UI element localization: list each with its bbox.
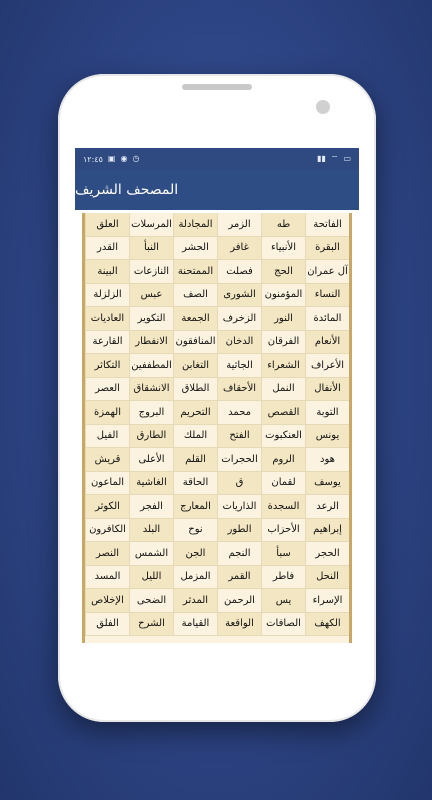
surah-cell[interactable]: نوح — [173, 519, 217, 543]
status-left — [83, 155, 139, 164]
surah-cell[interactable]: العنكبوت — [261, 425, 305, 449]
surah-cell[interactable]: إبراهيم — [305, 519, 349, 543]
surah-cell[interactable]: البلد — [129, 519, 173, 543]
surah-cell[interactable]: الرعد — [305, 495, 349, 519]
surah-cell[interactable]: الروم — [261, 448, 305, 472]
surah-cell[interactable]: الأنعام — [305, 331, 349, 355]
app-screen — [75, 148, 359, 650]
surah-cell[interactable]: البروج — [129, 401, 173, 425]
surah-cell[interactable]: البقرة — [305, 237, 349, 261]
surah-cell[interactable]: النمل — [261, 378, 305, 402]
surah-cell[interactable]: التغابن — [173, 354, 217, 378]
surah-cell[interactable]: المجادلة — [173, 213, 217, 237]
surah-cell[interactable]: الجن — [173, 542, 217, 566]
surah-cell[interactable]: الانفطار — [129, 331, 173, 355]
surah-cell[interactable]: الصف — [173, 284, 217, 308]
surah-cell[interactable]: الضحى — [129, 589, 173, 613]
status-time: ١٢:٤٥ — [83, 154, 103, 164]
surah-cell[interactable]: القارعة — [85, 331, 129, 355]
surah-cell[interactable]: المطففين — [129, 354, 173, 378]
surah-cell[interactable]: الإخلاص — [85, 589, 129, 613]
surah-cell[interactable]: الليل — [129, 566, 173, 590]
surah-cell[interactable]: فصلت — [217, 260, 261, 284]
surah-cell[interactable]: الفتح — [217, 425, 261, 449]
surah-cell[interactable]: الفلق — [85, 613, 129, 637]
surah-cell[interactable]: الفاتحة — [305, 213, 349, 237]
surah-grid — [85, 213, 349, 636]
surah-cell[interactable]: الحشر — [173, 237, 217, 261]
app-title: المصحف الشريف — [75, 182, 179, 198]
surah-cell[interactable]: الشعراء — [261, 354, 305, 378]
surah-cell[interactable]: الحجر — [305, 542, 349, 566]
status-bar — [75, 148, 359, 170]
app-bar — [75, 170, 359, 210]
surah-cell[interactable]: التكوير — [129, 307, 173, 331]
surah-cell[interactable]: الكوثر — [85, 495, 129, 519]
alarm-icon: ◷ — [132, 154, 140, 163]
surah-cell[interactable]: البينة — [85, 260, 129, 284]
surah-cell[interactable]: الذاريات — [217, 495, 261, 519]
surah-cell[interactable]: التكاثر — [85, 354, 129, 378]
surah-cell[interactable]: الأعراف — [305, 354, 349, 378]
surah-cell[interactable]: الملك — [173, 425, 217, 449]
surah-cell[interactable]: القدر — [85, 237, 129, 261]
surah-cell[interactable]: طه — [261, 213, 305, 237]
surah-cell[interactable]: النور — [261, 307, 305, 331]
surah-cell[interactable]: الشمس — [129, 542, 173, 566]
camera-icon — [316, 100, 330, 114]
surah-cell[interactable]: المسد — [85, 566, 129, 590]
surah-cell[interactable]: الحاقة — [173, 472, 217, 496]
surah-cell[interactable]: الزمر — [217, 213, 261, 237]
surah-cell[interactable]: الانشقاق — [129, 378, 173, 402]
surah-cell[interactable]: العاديات — [85, 307, 129, 331]
surah-cell[interactable]: غافر — [217, 237, 261, 261]
surah-cell[interactable]: الفرقان — [261, 331, 305, 355]
surah-cell[interactable]: الشورى — [217, 284, 261, 308]
surah-cell[interactable]: النبأ — [129, 237, 173, 261]
surah-cell[interactable]: النحل — [305, 566, 349, 590]
surah-cell[interactable]: العلق — [85, 213, 129, 237]
surah-cell[interactable]: ق — [217, 472, 261, 496]
surah-cell[interactable]: النازعات — [129, 260, 173, 284]
surah-cell[interactable]: الصافات — [261, 613, 305, 637]
battery-icon: ▭ — [343, 154, 351, 163]
surah-cell[interactable]: القمر — [217, 566, 261, 590]
surah-cell[interactable]: النساء — [305, 284, 349, 308]
surah-cell[interactable]: الشرح — [129, 613, 173, 637]
surah-cell[interactable]: الغاشية — [129, 472, 173, 496]
surah-cell[interactable]: المرسلات — [129, 213, 173, 237]
notification-icon: ▣ — [107, 154, 116, 163]
surah-cell[interactable]: الزخرف — [217, 307, 261, 331]
surah-cell[interactable]: هود — [305, 448, 349, 472]
surah-cell[interactable]: الفجر — [129, 495, 173, 519]
surah-cell[interactable]: الأنفال — [305, 378, 349, 402]
surah-cell[interactable]: الأعلى — [129, 448, 173, 472]
surah-cell[interactable]: المزمل — [173, 566, 217, 590]
wifi-icon: ⌔ — [330, 154, 339, 163]
surah-cell[interactable]: المائدة — [305, 307, 349, 331]
surah-index — [82, 213, 352, 643]
surah-cell[interactable]: آل عمران — [305, 260, 349, 284]
surah-cell[interactable]: الرحمن — [217, 589, 261, 613]
signal-icon: ▮▮ — [317, 154, 326, 163]
surah-cell[interactable]: التحريم — [173, 401, 217, 425]
status-right — [317, 155, 351, 163]
surah-cell[interactable]: الهمزة — [85, 401, 129, 425]
surah-cell[interactable]: الإسراء — [305, 589, 349, 613]
surah-cell[interactable]: الأنبياء — [261, 237, 305, 261]
surah-cell[interactable]: الحج — [261, 260, 305, 284]
surah-cell[interactable]: لقمان — [261, 472, 305, 496]
surah-cell[interactable]: الفيل — [85, 425, 129, 449]
surah-cell[interactable]: العصر — [85, 378, 129, 402]
speaker-grille — [182, 84, 252, 90]
surah-cell[interactable]: الطارق — [129, 425, 173, 449]
surah-cell[interactable]: الجاثية — [217, 354, 261, 378]
surah-cell[interactable]: الماعون — [85, 472, 129, 496]
surah-cell[interactable]: الممتحنة — [173, 260, 217, 284]
location-icon: ◉ — [120, 154, 128, 163]
surah-cell[interactable]: يوسف — [305, 472, 349, 496]
surah-cell[interactable]: النجم — [217, 542, 261, 566]
surah-cell[interactable]: يس — [261, 589, 305, 613]
surah-cell[interactable]: الأحقاف — [217, 378, 261, 402]
surah-cell[interactable]: المنافقون — [173, 331, 217, 355]
surah-cell[interactable]: الزلزلة — [85, 284, 129, 308]
surah-cell[interactable]: الواقعة — [217, 613, 261, 637]
surah-cell[interactable]: قريش — [85, 448, 129, 472]
surah-cell[interactable]: الكهف — [305, 613, 349, 637]
surah-cell[interactable]: الجمعة — [173, 307, 217, 331]
surah-cell[interactable]: الحجرات — [217, 448, 261, 472]
surah-cell[interactable]: التوبة — [305, 401, 349, 425]
surah-cell[interactable]: فاطر — [261, 566, 305, 590]
surah-cell[interactable]: الطور — [217, 519, 261, 543]
phone-frame — [58, 74, 376, 722]
surah-cell[interactable]: القصص — [261, 401, 305, 425]
surah-cell[interactable]: المعارج — [173, 495, 217, 519]
surah-cell[interactable]: المدثر — [173, 589, 217, 613]
surah-cell[interactable]: الدخان — [217, 331, 261, 355]
surah-cell[interactable]: الأحزاب — [261, 519, 305, 543]
surah-cell[interactable]: الطلاق — [173, 378, 217, 402]
surah-cell[interactable]: الكافرون — [85, 519, 129, 543]
surah-cell[interactable]: يونس — [305, 425, 349, 449]
surah-cell[interactable]: محمد — [217, 401, 261, 425]
surah-cell[interactable]: النصر — [85, 542, 129, 566]
surah-cell[interactable]: المؤمنون — [261, 284, 305, 308]
surah-cell[interactable]: عبس — [129, 284, 173, 308]
surah-cell[interactable]: القلم — [173, 448, 217, 472]
surah-cell[interactable]: السجدة — [261, 495, 305, 519]
surah-cell[interactable]: سبأ — [261, 542, 305, 566]
surah-cell[interactable]: القيامة — [173, 613, 217, 637]
